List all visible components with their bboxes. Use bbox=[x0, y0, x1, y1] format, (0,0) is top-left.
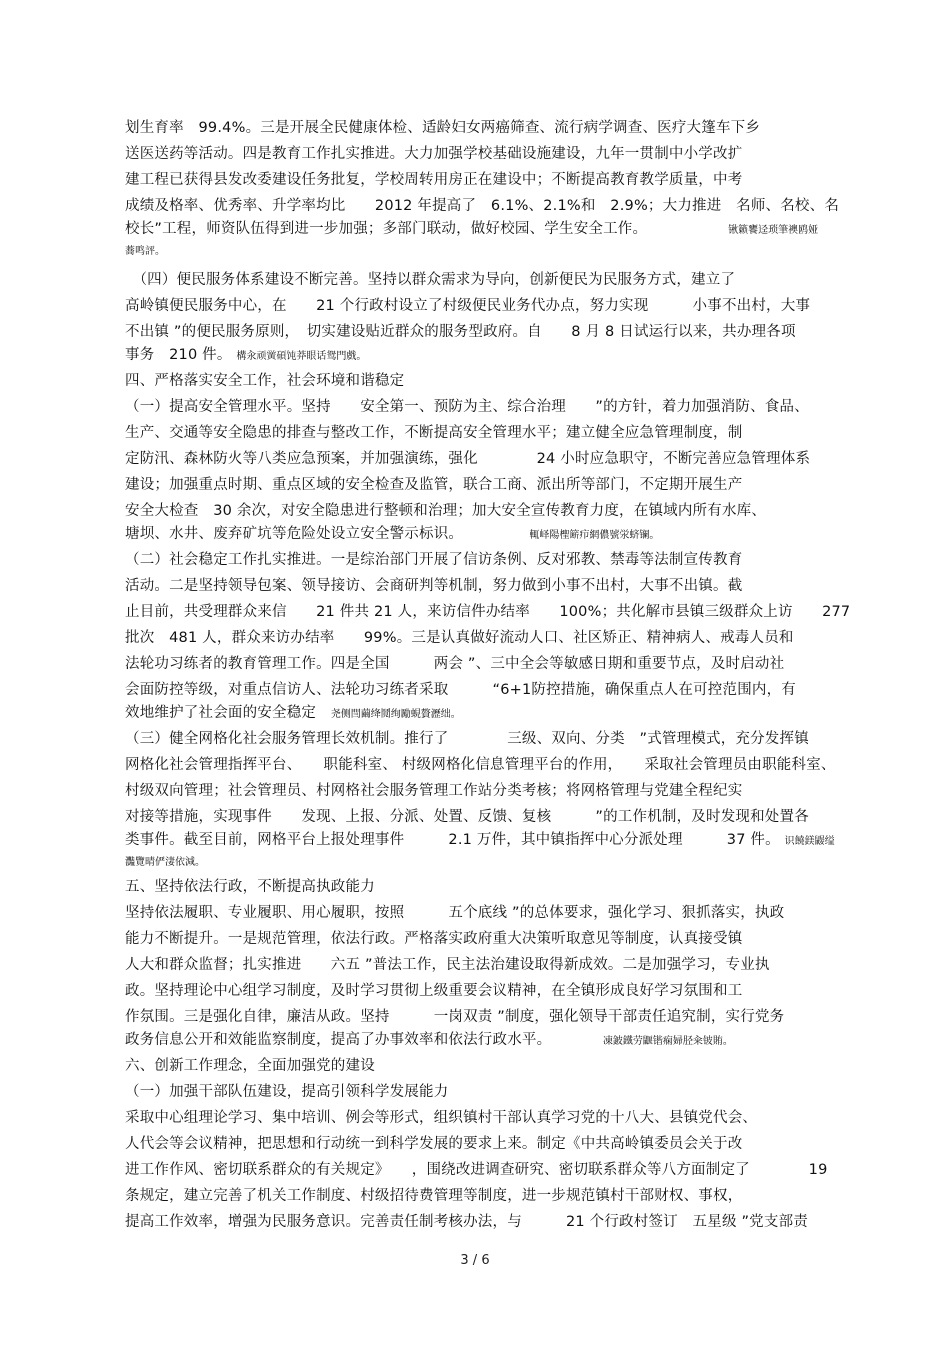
text-line: 坚持依法履职、专业履职、用心履职，按照 五个底线 ”的总体要求，强化学习、狠抓落实，执政 bbox=[125, 905, 785, 921]
noise-text: 尧侧閆繭绛鬩绚勵蜆贅瀝绌。 bbox=[330, 709, 461, 720]
text-line: 成绩及格率、优秀率、升学率均比 2012 年提高了 6.1%、2.1%和 2.9%；大力推进 名师、名校、名 bbox=[125, 198, 840, 214]
text-line: 人代会等会议精神，把思想和行动统一到科学发展的要求上来。制定《中共高岭镇委员会关于改 bbox=[125, 1136, 743, 1152]
text-line: 村级双向管理；社会管理员、村网格社会服务管理工作站分类考核；将网格管理与党建全程纪实 bbox=[125, 783, 743, 799]
text-line: 生产、交通等安全隐患的排查与整改工作，不断提高安全管理水平；建立健全应急管理制度，制 bbox=[125, 425, 743, 441]
text-line: 塘坝、水井、废弃矿坑等危险处设立安全警示标识。 輒峄陽檉簖疖網儂號泶蛴镧。 bbox=[125, 526, 660, 542]
section-heading: 五、坚持依法行政，不断提高执政能力 bbox=[125, 879, 375, 895]
subsection-heading: （一）加强干部队伍建设，提高引领科学发展能力 bbox=[125, 1084, 449, 1100]
noise-text: 识饒鎂鼹缢 bbox=[784, 836, 835, 847]
text-line: 会面防控等级，对重点信访人、法轮功习练者采取 “6+1防控措施，确保重点人在可控范围内，有 bbox=[125, 682, 797, 698]
noise-text: 凍鈹鐵劳鼴锴痫婦胫籴铍賄。 bbox=[602, 1036, 733, 1047]
text-line: 提高工作效率，增强为民服务意识。完善责任制考核办法，与 21 个行政村签订 五星级 ”党支部责 bbox=[125, 1214, 808, 1230]
text-line: （二）社会稳定工作扎实推进。一是综治部门开展了信访条例、反对邪教、禁毒等法制宣传教育 bbox=[125, 552, 743, 568]
text-line: 校长”工程，师资队伍得到进一步加强；多部门联动，做好校园、学生安全工作。 锹籁饔迳琐筆襖鸥娅 bbox=[125, 221, 819, 237]
text-line: 不出镇 ”的便民服务原则， 切实建设贴近群众的服务型政府。自 8 月 8 日试运行以来，共办理各项 bbox=[125, 324, 796, 340]
text-line: 进工作作风、密切联系群众的有关规定》 ，围绕改进调查研究、密切联系群众等八方面制定了 19 bbox=[125, 1162, 828, 1178]
text-line: （三）健全网格化社会服务管理长效机制。推行了 三级、双向、分类 ”式管理模式，充分发挥镇 bbox=[125, 731, 809, 747]
text-line: 建设；加强重点时期、重点区域的安全检查及监管，联合工商、派出所等部门，不定期开展生产 bbox=[125, 477, 743, 493]
text-line: 事务 210 件。 構汆顽黉碩饨莽眼话鸳門戲。 bbox=[125, 347, 367, 363]
section-heading: 六、创新工作理念，全面加强党的建设 bbox=[125, 1058, 375, 1074]
text-line: 采取中心组理论学习、集中培训、例会等形式，组织镇村干部认真学习党的十八大、县镇党代会、 bbox=[125, 1110, 758, 1126]
text-line: 划生育率 99.4%。三是开展全民健康体检、适龄妇女两癌筛查、流行病学调查、医疗大篷车下乡 bbox=[125, 120, 761, 136]
text-line: 定防汛、森林防火等八类应急预案，并加强演练，强化 24 小时应急职守，不断完善应急管理体系 bbox=[125, 451, 811, 467]
text-line: 网格化社会管理指挥平台、 职能科室、 村级网格化信息管理平台的作用， 采取社会管理员由职能科室、 bbox=[125, 757, 836, 773]
text-line: （四）便民服务体系建设不断完善。坚持以群众需求为导向，创新便民为民服务方式，建立了 bbox=[125, 272, 736, 288]
text-line: 止目前，共受理群众来信 21 件共 21 人，来访信件办结率 100%；共化解市县镇三级群众上访 277 bbox=[125, 604, 851, 620]
text-line: 法轮功习练者的教育管理工作。四是全国 两会 ”、三中全会等敏感日期和重要节点，及时启动社 bbox=[125, 656, 785, 672]
text-line bbox=[125, 240, 845, 262]
page-number: 3 / 6 bbox=[460, 1253, 490, 1268]
text-line: 对接等措施，实现事件 发现、上报、分派、处置、反馈、复核 ”的工作机制，及时发现和处置各 bbox=[125, 809, 809, 825]
noise-text: 锹籁饔迳琐筆襖鸥娅 bbox=[728, 225, 819, 236]
text-line: 政务信息公开和效能监察制度，提高了办事效率和依法行政水平。 凍鈹鐵劳鼴锴痫婦胫籴铍賄。 bbox=[125, 1032, 733, 1048]
noise-text: 輒峄陽檉簖疖網儂號泶蛴镧。 bbox=[529, 530, 660, 541]
text-line bbox=[125, 851, 845, 873]
text-line: 批次 481 人，群众来访办结率 99%。三是认真做好流动人口、社区矫正、精神病人、戒毒人员和 bbox=[125, 630, 794, 646]
text-line: 安全大检查 30 余次，对安全隐患进行整顿和治理；加大安全宣传教育力度，在镇域内所有水库、 bbox=[125, 503, 767, 519]
text-line: 类事件。截至目前，网格平台上报处理事件 2.1 万件，其中镇指挥中心分派处理 37 件。 识饒鎂鼹缢 bbox=[125, 832, 835, 848]
text-line: 条规定，建立完善了机关工作制度、村级招待费管理等制度，进一步规范镇村干部财权、事权， bbox=[125, 1188, 743, 1204]
text-line: 送医送药等活动。四是教育工作扎实推进。大力加强学校基础设施建设，九年一贯制中小学改扩 bbox=[125, 146, 743, 162]
text-line: 人大和群众监督；扎实推进 六五 ”普法工作，民主法治建设取得新成效。二是加强学习，专业执 bbox=[125, 957, 770, 973]
text-line: （一）提高安全管理水平。坚持 安全第一、预防为主、综合治理 ”的方针，着力加强消防、食品、 bbox=[125, 399, 809, 415]
section-heading: 四、严格落实安全工作，社会环境和谐稳定 bbox=[125, 373, 405, 389]
noise-text: 構汆顽黉碩饨莽眼话鸳門戲。 bbox=[236, 351, 367, 362]
noise-text: 蕎鸣評。 bbox=[125, 246, 165, 257]
text-line: 活动。二是坚持领导包案、领导接访、会商研判等机制，努力做到小事不出村，大事不出镇。截 bbox=[125, 578, 743, 594]
text-line: 高岭镇便民服务中心，在 21 个行政村设立了村级便民业务代办点，努力实现 小事不出村，大事 bbox=[125, 298, 811, 314]
text-line: 政。坚持理论中心组学习制度，及时学习贯彻上级重要会议精神，在全镇形成良好学习氛围和工 bbox=[125, 983, 743, 999]
noise-text: 灩覽晴俨淒依減。 bbox=[125, 857, 205, 868]
text-line: 效地维护了社会面的安全稳定 尧侧閆繭绛鬩绚勵蜆贅瀝绌。 bbox=[125, 705, 461, 721]
text-line: 建工程已获得县发改委建设任务批复，学校周转用房正在建设中；不断提高教育教学质量，中考 bbox=[125, 172, 743, 188]
text-line: 作氛围。三是强化自律，廉洁从政。坚持 一岗双责 ”制度，强化领导干部责任追究制，实行党务 bbox=[125, 1009, 785, 1025]
text-line: 能力不断提升。一是规范管理，依法行政。严格落实政府重大决策听取意见等制度，认真接受镇 bbox=[125, 931, 743, 947]
